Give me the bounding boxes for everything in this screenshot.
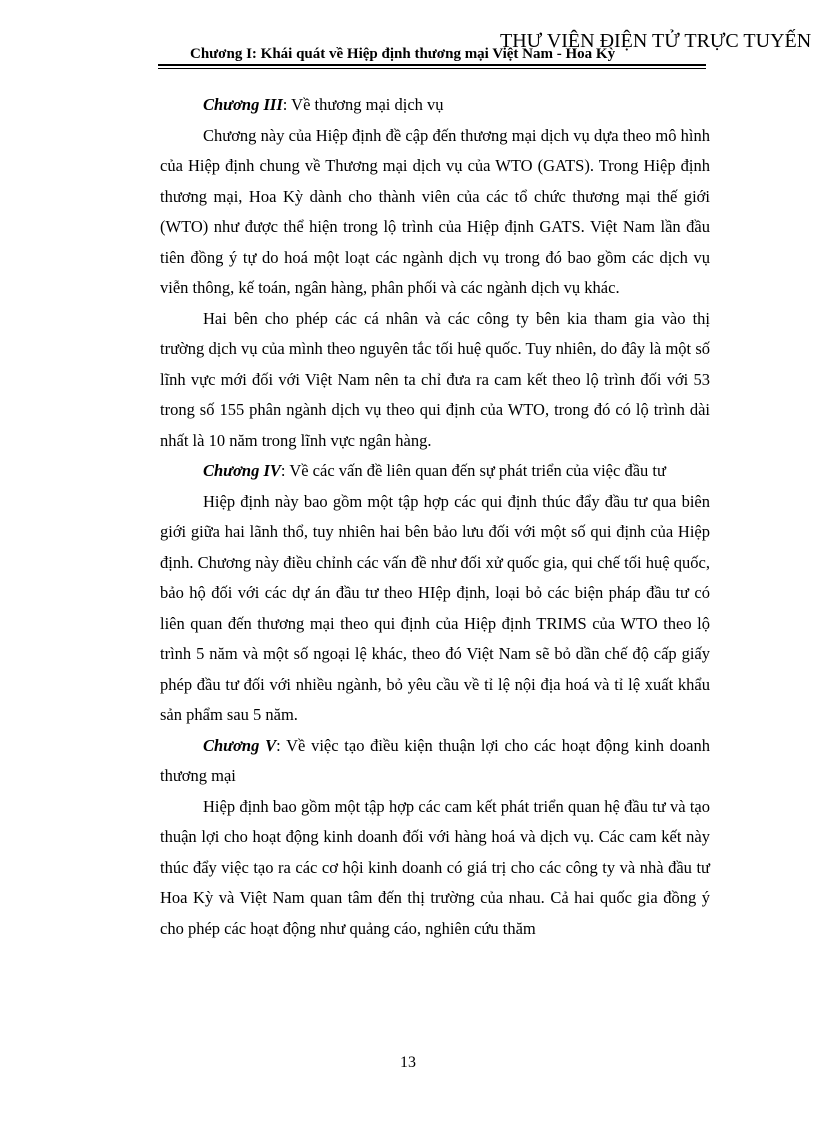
paragraph: Hai bên cho phép các cá nhân và các công ty bên kia tham gia vào thị trường dịch vụ của mình theo nguyên tắc tối huệ quốc. Tuy nhiên, do đây là một số lĩnh vực mới đối với Việt Nam nên ta chỉ đưa ra cam kết theo lộ trình đối với 53 trong số 155 phân ngành dịch vụ theo qui định của WTO, trong đó có lộ trình dài nhất là 10 năm trong lĩnh vực ngân hàng. — [160, 308, 710, 450]
paragraph: Chương này của Hiệp định đề cập đến thương mại dịch vụ dựa theo mô hình của Hiệp định chung về Thương mại dịch vụ của WTO (GATS). Trong Hiệp định thương mại, Hoa Kỳ dành cho thành viên của các tổ chức thương mại thế giới (WTO) như được thể hiện trong lộ trình của Hiệp định GATS. Việt Nam lần đầu tiên đồng ý tự do hoá một loạt các ngành dịch vụ trong đó bao gồm các dịch vụ viễn thông, kế toán, ngân hàng, phân phối và các ngành dịch vụ khác. — [160, 125, 710, 297]
section-label: Chương IV — [203, 461, 281, 480]
section-label: Chương V — [203, 735, 277, 755]
paragraph: Hiệp định này bao gồm một tập hợp các qui định thúc đẩy đầu tư qua biên giới giữa hai lãnh thổ, tuy nhiên hai bên bảo lưu đối với một số qui định của Hiệp định. Chương này điều chỉnh các vấn đề như đối xử quốc gia, qui chế tối huệ quốc, bảo hộ đối với các dự án đầu tư theo HIệp định, loại bỏ các biện pháp đầu tư có liên quan đến thương mại theo qui định của Hiệp định TRIMS của WTO theo lộ trình 5 năm và một số ngoại lệ khác, theo đó Việt Nam sẽ bỏ dần chế độ cấp giấy phép đầu tư đối với nhiều ngành, bỏ yêu cầu về tỉ lệ nội địa hoá và tỉ lệ xuất khẩu sản phẩm sau 5 năm. — [160, 491, 710, 724]
header-title: Chương I: Khái quát về Hiệp định thương mại Việt Nam - Hoa Kỳ — [190, 46, 616, 62]
section-title: : Về thương mại dịch vụ — [282, 95, 444, 114]
paragraph: Hiệp định bao gồm một tập hợp các cam kết phát triển quan hệ đầu tư và tạo thuận lợi cho hoạt động kinh doanh đối với hàng hoá và dịch vụ. Các cam kết này thúc đẩy việc tạo ra các cơ hội kinh doanh có giá trị cho các công ty và nhà đầu tư Hoa Kỳ và Việt Nam quan tâm đến thị trường của nhau. Cả hai quốc gia đồng ý cho phép các hoạt động như quảng cáo, nghiên cứu thăm — [160, 796, 710, 938]
section-title: : Về các vấn đề liên quan đến sự phát triển của việc đầu tư — [280, 461, 666, 480]
page-number: 13 — [400, 1054, 416, 1071]
section-heading — [160, 456, 710, 487]
section-heading — [160, 90, 710, 121]
section-label: Chương III — [203, 95, 283, 114]
header-rule — [158, 64, 706, 66]
section-title: : Về việc tạo điều kiện thuận lợi cho các hoạt động kinh doanh thương mại — [160, 735, 711, 785]
watermark-text: THƯ VIỆN ĐIỆN TỬ TRỰC TUYẾN — [500, 30, 812, 52]
body-text — [160, 90, 710, 944]
header-rule-thin — [158, 68, 706, 69]
section-heading — [160, 731, 710, 792]
